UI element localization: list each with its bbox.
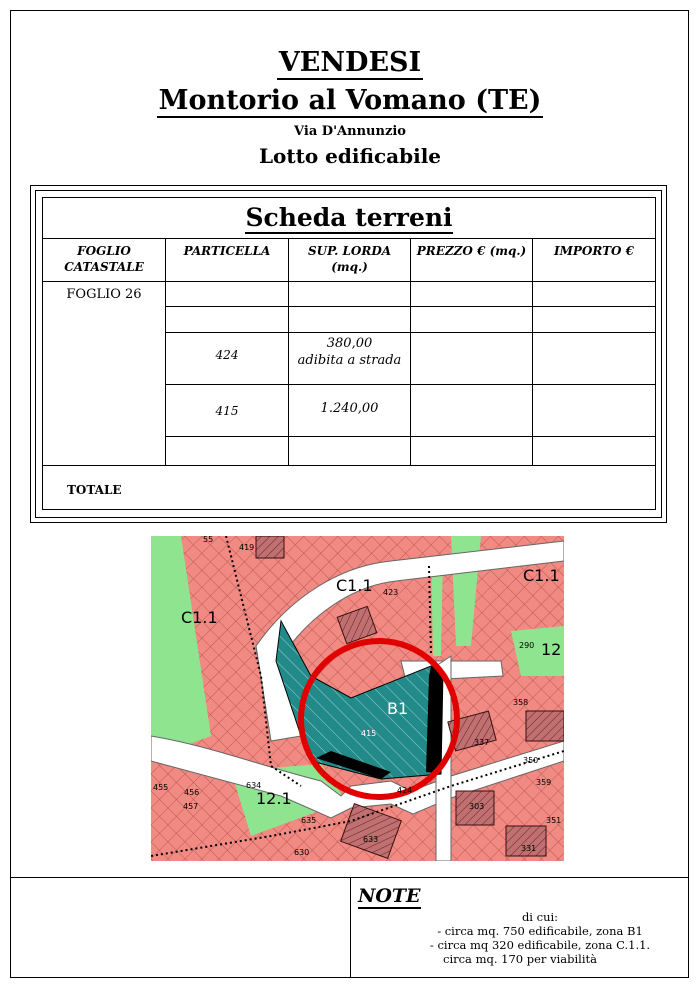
zone-label: 12	[541, 640, 562, 659]
parcel-label: 331	[521, 844, 537, 853]
parcel-label: 455	[153, 783, 169, 792]
parcel-label: 634	[246, 781, 262, 790]
zone-label: C1.1	[181, 608, 218, 627]
parcel-label: 303	[469, 802, 485, 811]
parcel-label: 424	[397, 786, 413, 795]
lot-subtitle: Lotto edificabile	[258, 144, 442, 168]
parcel-label: 337	[474, 738, 490, 747]
header-foglio: FOGLIO CATASTALE	[64, 244, 144, 274]
notes-title: NOTE	[358, 885, 421, 907]
header-sup: SUP. LORDA (mq.)	[307, 244, 392, 274]
parcel-label: 358	[513, 698, 529, 707]
notes-body	[360, 910, 680, 966]
header-particella: PARTICELLA	[183, 244, 271, 258]
grid-line	[165, 384, 655, 385]
sup-424-note: adibita a strada	[297, 353, 402, 368]
parcel-label: 633	[363, 835, 379, 844]
parcel-label: 423	[383, 588, 399, 597]
parcel-label: 351	[546, 816, 562, 825]
sale-title: VENDESI	[278, 47, 422, 78]
grid-line	[43, 465, 655, 466]
parcel-label: 290	[519, 641, 535, 650]
parcel-label: 350	[523, 756, 539, 765]
sup-415: 1.240,00	[320, 401, 379, 416]
notes-vertical-divider	[350, 877, 351, 977]
grid-line	[288, 239, 289, 465]
parcel-label: 55	[203, 536, 214, 544]
parcel-label: 635	[301, 816, 317, 825]
land-table	[42, 197, 656, 510]
header-importo: IMPORTO €	[553, 244, 635, 258]
zone-label: C1.1	[523, 566, 560, 585]
parcel-label: 419	[239, 543, 255, 552]
notes-line: - circa mq 320 edificabile, zona C.1.1.	[429, 938, 651, 952]
grid-line	[532, 239, 533, 465]
particella-415: 415	[215, 404, 239, 418]
notes-line: circa mq. 170 per viabilità	[443, 952, 597, 966]
particella-424: 424	[215, 348, 239, 362]
grid-line	[165, 306, 655, 307]
table-title: Scheda terreni	[43, 198, 655, 239]
header-prezzo: PREZZO € (mq.)	[416, 244, 527, 258]
grid-line	[165, 436, 655, 437]
zone-label-b1: B1	[387, 699, 409, 718]
grid-line	[410, 239, 411, 465]
parcel-label: 359	[536, 778, 552, 787]
foglio-value: FOGLIO 26	[66, 287, 142, 302]
sup-424: 380,00	[326, 336, 373, 351]
parcel-label: 630	[294, 848, 310, 857]
grid-line	[43, 281, 655, 282]
zone-label: C1.1	[336, 576, 373, 595]
total-label: TOTALE	[67, 483, 122, 497]
street-name: Via D'Annunzio	[294, 124, 406, 139]
notes-line: - circa mq. 750 edificabile, zona B1	[437, 924, 643, 938]
parcel-label: 457	[183, 802, 199, 811]
grid-line	[165, 332, 655, 333]
cadastral-map	[151, 536, 564, 861]
parcel-label: 415	[361, 729, 377, 738]
parcel-label: 456	[184, 788, 200, 797]
location-title: Montorio al Vomano (TE)	[158, 85, 542, 116]
notes-intro: di cui:	[521, 910, 559, 924]
zone-label: 12.1	[256, 789, 292, 808]
